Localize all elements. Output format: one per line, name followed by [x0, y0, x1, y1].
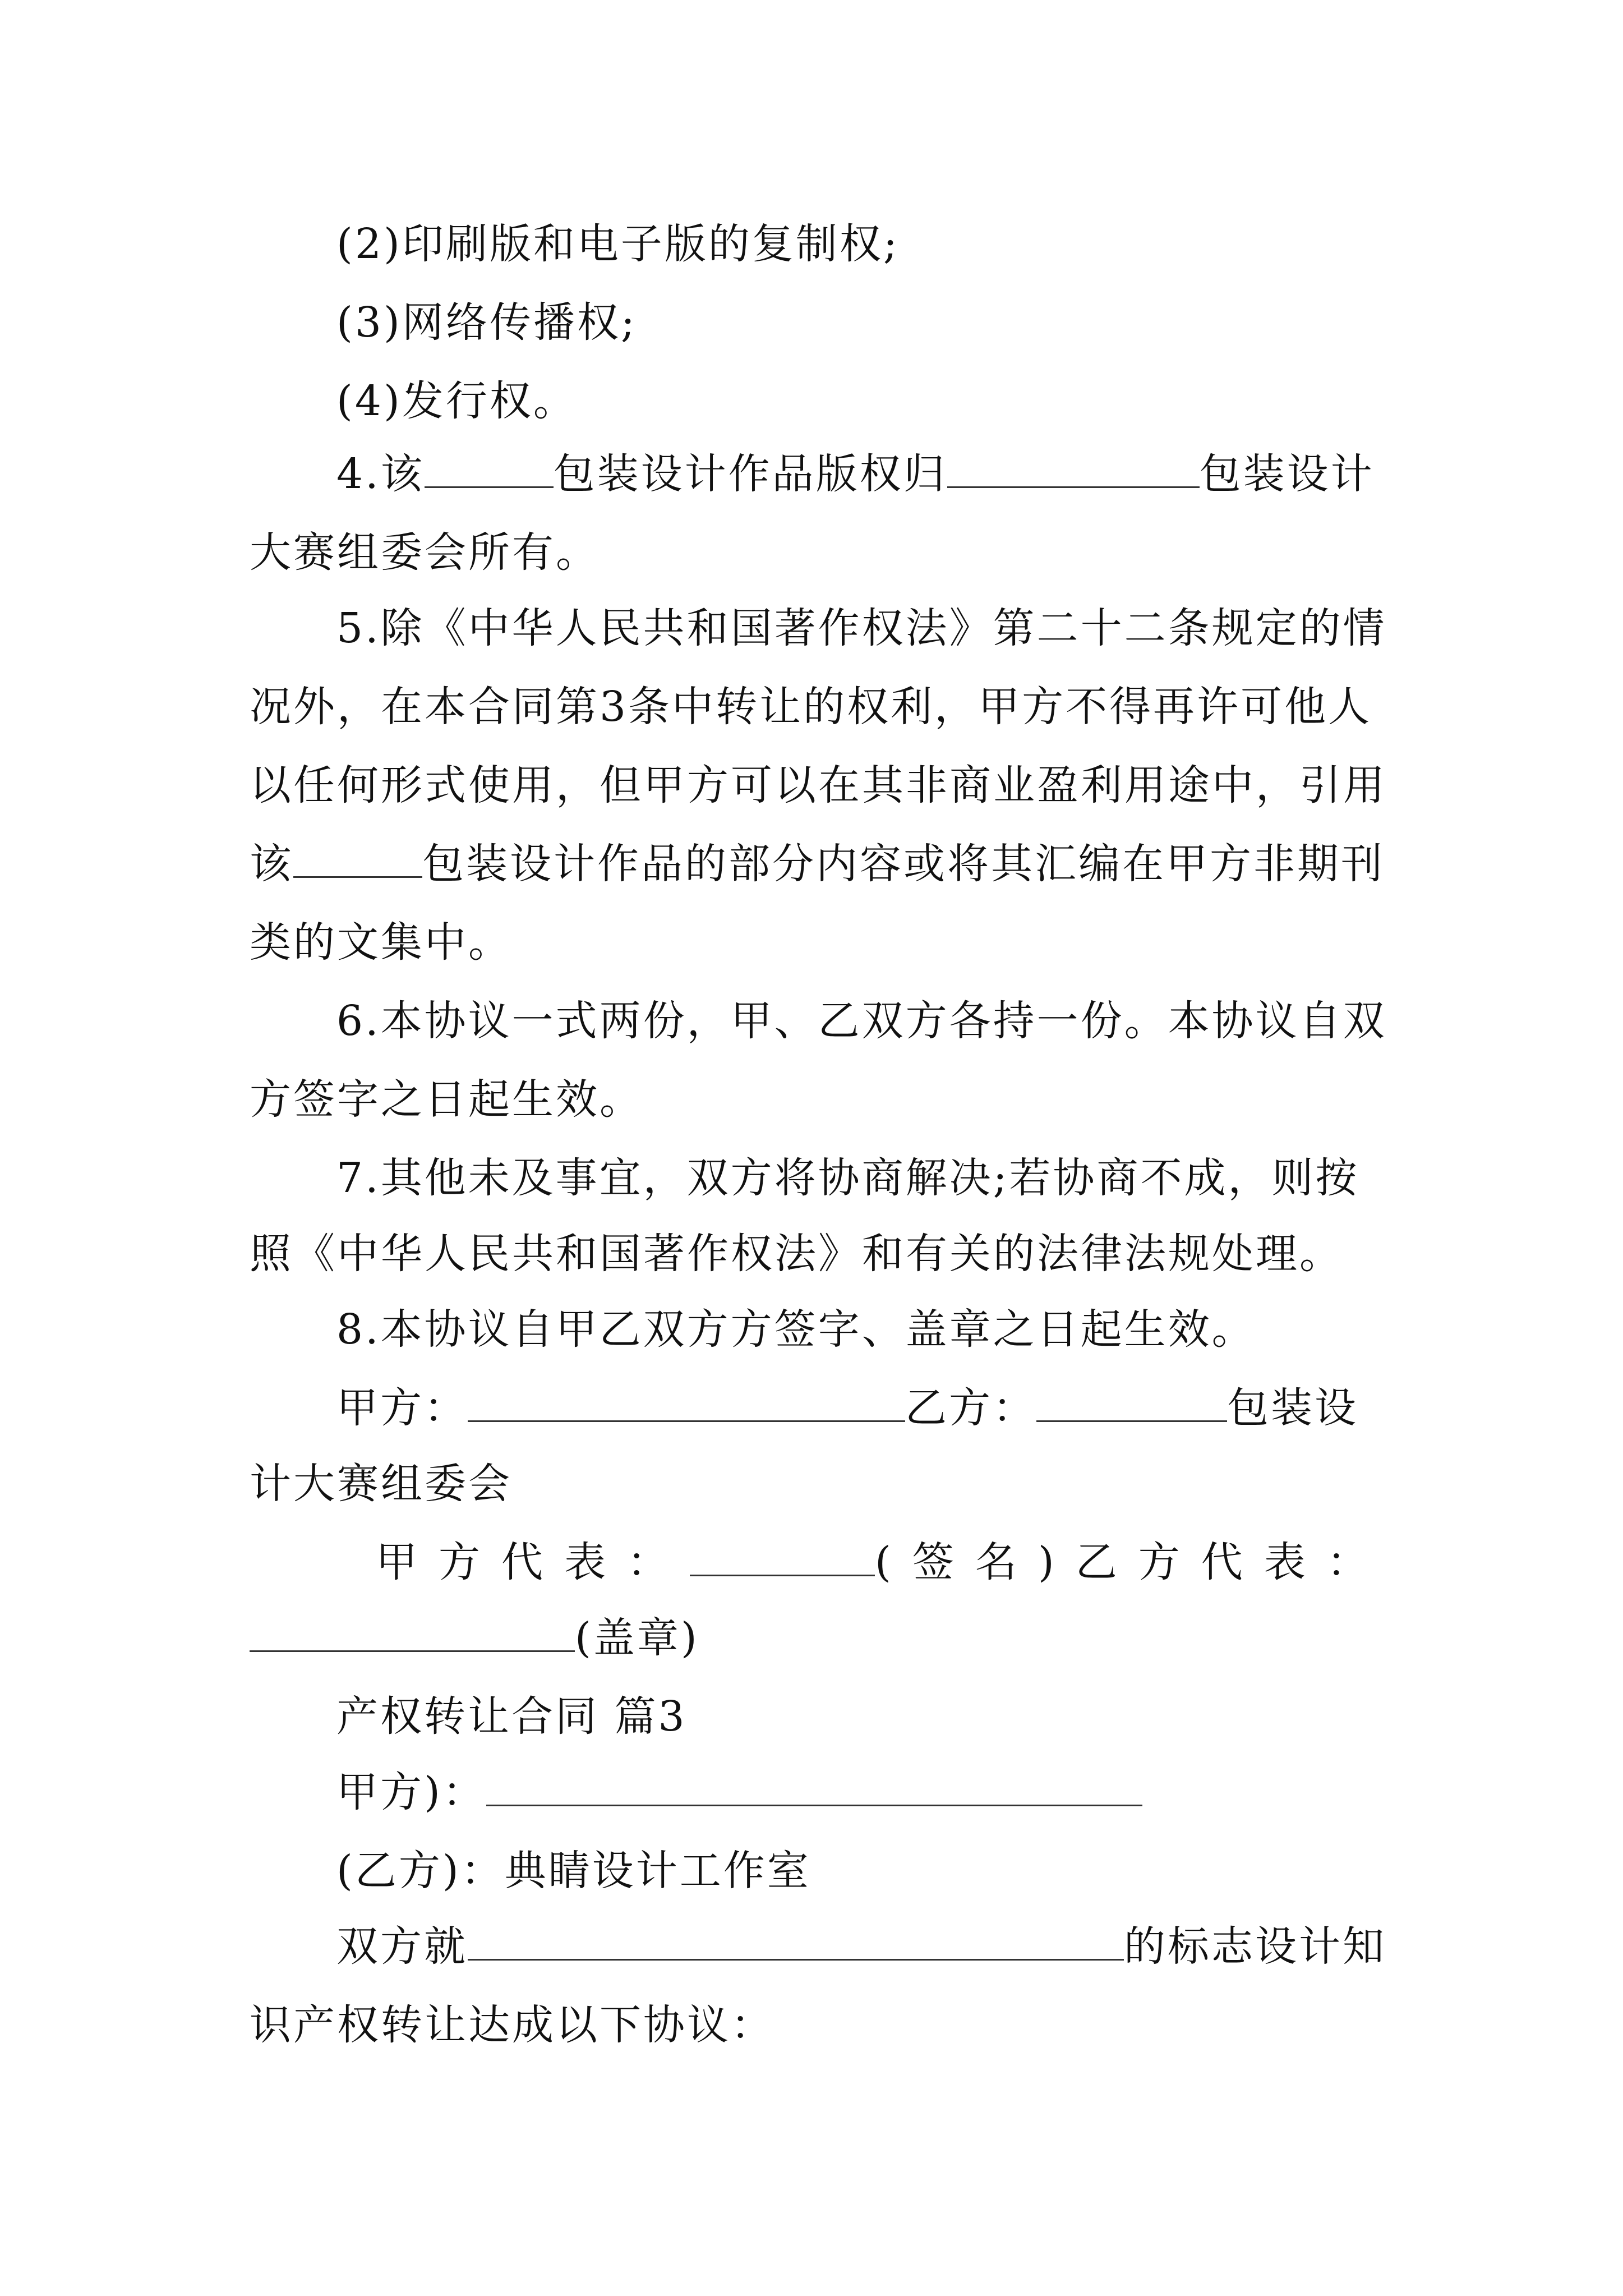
clause-5-line-1 [336, 589, 1387, 668]
text: 大赛组委会所有。 [250, 528, 600, 577]
text: 识产权转让达成以下协议： [250, 2001, 774, 2049]
blank-field [293, 831, 422, 878]
clause-6-line-1 [336, 982, 1387, 1060]
text: 况外，在本合同第3条中转让的权利，甲方不得再许可他人 [250, 683, 1372, 731]
clause-4-line-1 [336, 435, 1382, 513]
text: 包装设 [1227, 1384, 1358, 1432]
text: 计大赛组委会 [250, 1460, 512, 1508]
subject-field [468, 1914, 1124, 1961]
text: (4)发行权。 [336, 377, 577, 425]
party-a-line [336, 1753, 1382, 1832]
clause-7-line-1 [336, 1139, 1382, 1217]
clause-5-line-4 [250, 825, 1385, 903]
clause-3-item-4 [336, 362, 1382, 440]
text: 甲方： [336, 1384, 468, 1432]
party-a-name-field [486, 1760, 1142, 1806]
text: 双方就 [336, 1922, 468, 1971]
text: 该 [250, 840, 293, 888]
representative-line [376, 1523, 1390, 1602]
text: 乙方： [905, 1384, 1036, 1432]
text: 4.该 [336, 450, 425, 498]
party-line-2 [250, 1444, 1382, 1523]
clause-8 [336, 1290, 1382, 1369]
text: 7.其他未及事宜，双方将协商解决;若协商不成，则按 [336, 1154, 1359, 1202]
text: 以任何形式使用，但甲方可以在其非商业盈利用途中，引用 [250, 761, 1387, 809]
text: 类的文集中。 [250, 918, 512, 967]
clause-3-item-3 [336, 283, 1382, 362]
agreement-line-1 [336, 1907, 1386, 1986]
party-b-field [1036, 1375, 1227, 1422]
clause-7-line-2 [250, 1214, 1382, 1293]
party-a-rep-field [690, 1530, 875, 1576]
text: 方签字之日起生效。 [250, 1075, 643, 1124]
text: 5.除《中华人民共和国著作权法》第二十二条规定的情 [336, 604, 1387, 652]
clause-4-line-2 [250, 513, 1382, 592]
blank-field [947, 441, 1200, 488]
text: 6.本协议一式两份，甲、乙双方各持一份。本协议自双 [336, 997, 1387, 1045]
clause-6-line-2 [250, 1060, 1382, 1139]
text: 的标志设计知 [1124, 1922, 1386, 1971]
party-line [336, 1369, 1382, 1447]
section-title [336, 1677, 1382, 1756]
party-b-rep-field [250, 1605, 575, 1652]
text: 甲方)： [336, 1768, 486, 1816]
agreement-line-2 [250, 1986, 1382, 2064]
text: 包装设计作品的部分内容或将其汇编在甲方非期刊 [422, 840, 1385, 888]
text: 产权转让合同 篇3 [336, 1692, 687, 1741]
clause-5-line-5 [250, 903, 1382, 982]
text: (乙方)：典睛设计工作室 [336, 1847, 811, 1895]
clause-5-line-3 [250, 746, 1387, 825]
clause-3-item-2 [336, 205, 1382, 283]
text: (3)网络传播权; [336, 298, 637, 347]
text: 甲方代表： [376, 1538, 690, 1586]
text: (盖章) [575, 1614, 699, 1662]
party-a-field [468, 1375, 905, 1422]
text: 8.本协议自甲乙双方方签字、盖章之日起生效。 [336, 1305, 1256, 1354]
text: (签名)乙方代表： [875, 1538, 1390, 1586]
seal-line [250, 1599, 1382, 1677]
text: 包装设计作品版权归 [553, 450, 947, 498]
blank-field [425, 441, 554, 488]
clause-5-line-2 [250, 668, 1382, 746]
text: 包装设计 [1199, 450, 1375, 498]
party-b-line [336, 1832, 1382, 1910]
text: (2)印刷版和电子版的复制权; [336, 220, 900, 268]
text: 照《中华人民共和国著作权法》和有关的法律法规处理。 [250, 1230, 1343, 1278]
